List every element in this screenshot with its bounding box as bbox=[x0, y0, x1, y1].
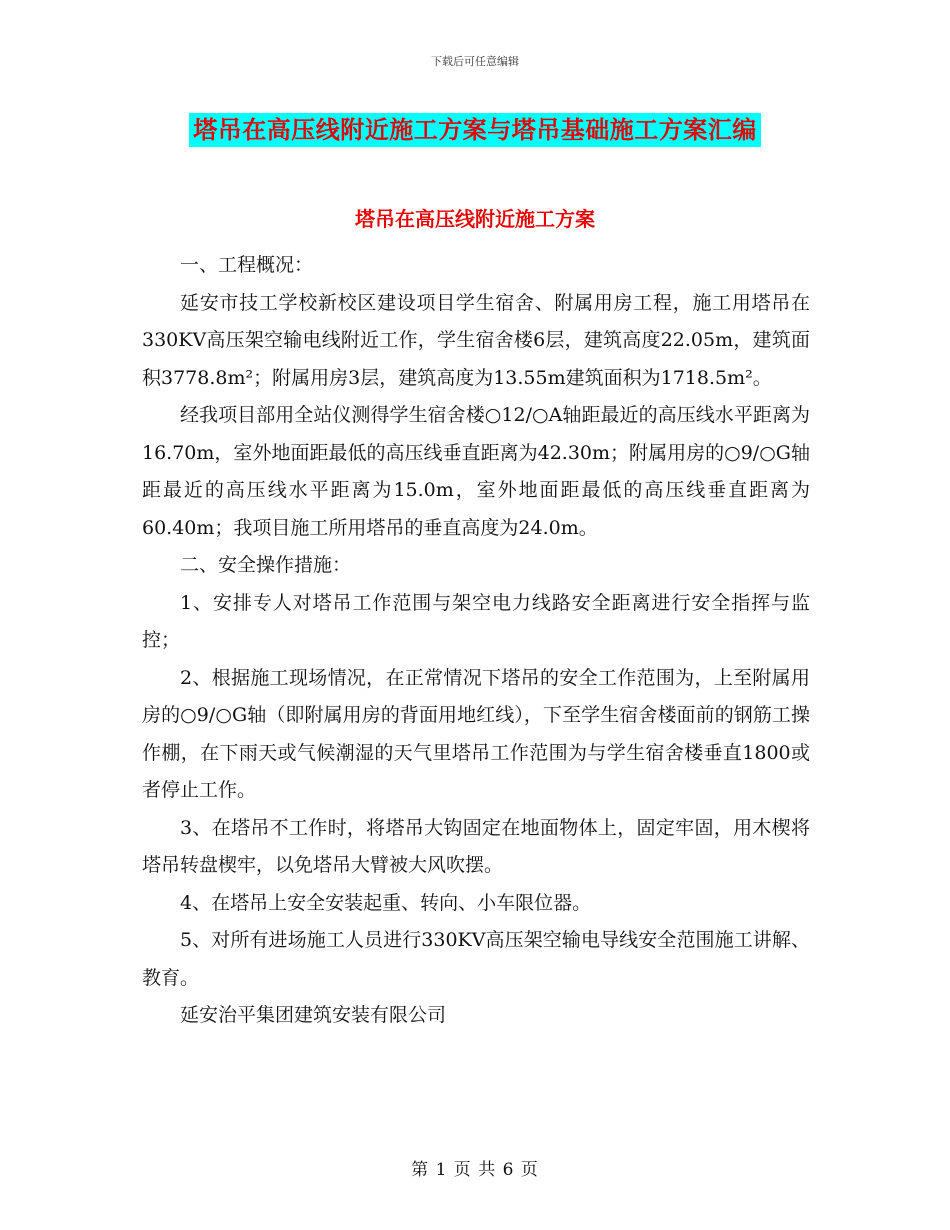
company-signature: 延安治平集团建筑安装有限公司 bbox=[180, 1004, 447, 1026]
page-number-footer: 第 1 页 共 6 页 bbox=[411, 1160, 539, 1180]
heading-project-overview: 一、工程概况： bbox=[180, 254, 314, 276]
list-item-measure-1: 1、安排专人对塔吊工作范围与架空电力线路安全距离进行安全指挥与监控； bbox=[142, 591, 810, 651]
section-title: 塔吊在高压线附近施工方案 bbox=[355, 207, 595, 231]
document-title-container bbox=[0, 113, 950, 147]
list-item-measure-5: 5、对所有进场施工人员进行330KV高压架空输电导线安全范围施工讲解、教育。 bbox=[142, 929, 810, 989]
paragraph-project-description: 延安市技工学校新校区建设项目学生宿舍、附属用房工程，施工用塔吊在330KV高压架空输电线附近工作，学生宿舍楼6层，建筑高度22.05m，建筑面积3778.8m²；附属用房3层，建筑高度为13.55m建筑面积为1718.5m²。 bbox=[142, 291, 810, 389]
document-title: 塔吊在高压线附近施工方案与塔吊基础施工方案汇编 bbox=[189, 113, 761, 147]
list-item-measure-4: 4、在塔吊上安全安装起重、转向、小车限位器。 bbox=[180, 891, 592, 914]
heading-safety-measures: 二、安全操作措施： bbox=[180, 554, 352, 576]
document-body bbox=[142, 247, 810, 1035]
list-item-measure-2: 2、根据施工现场情况，在正常情况下塔吊的安全工作范围为，上至附属用房的○9/○G轴（即附属用房的背面用地红线），下至学生宿舍楼面前的钢筋工操作棚，在下雨天或气候潮湿的天气里塔吊工作范围为与学生宿舍楼垂直1800或者停止工作。 bbox=[142, 666, 810, 801]
list-item-measure-3: 3、在塔吊不工作时，将塔吊大钩固定在地面物体上，固定牢固，用木楔将塔吊转盘楔牢，以免塔吊大臂被大风吹摆。 bbox=[142, 816, 810, 876]
header-note: 下载后可任意编辑 bbox=[431, 55, 519, 68]
paragraph-distance-measurements: 经我项目部用全站仪测得学生宿舍楼○12/○A轴距最近的高压线水平距离为16.70m，室外地面距最低的高压线垂直距离为42.30m；附属用房的○9/○G轴距最近的高压线水平距离为15.0m，室外地面距最低的高压线垂直距离为60.40m；我项目施工所用塔吊的垂直高度为24.0m。 bbox=[142, 404, 810, 539]
